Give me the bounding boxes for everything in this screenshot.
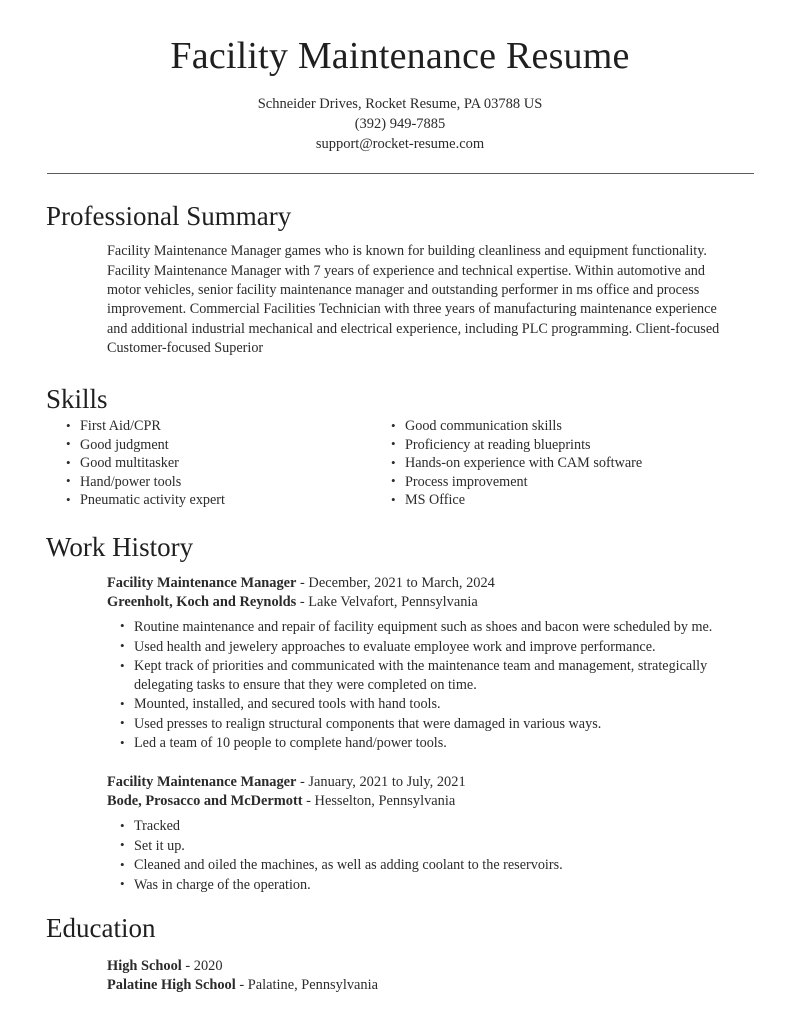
summary-text: Facility Maintenance Manager games who is known for building cleanliness and equipment functionality. Facility Maintenance Manager with 7 years of experience and technical expertise. Within automotive and motor vehicles, senior facility maintenance manager and outstanding performer in ms office and process improvement. Commercial Facilities Technician with three years of manufacturing maintenance experience and additional industrial mechanical and electrical experience, including PLC programming. Client-focused Customer-focused Superior bbox=[107, 243, 720, 357]
section-title-summary: Professional Summary bbox=[46, 200, 292, 231]
section-skills bbox=[0, 383, 800, 415]
education-year: - 2020 bbox=[181, 957, 223, 974]
job-title-line bbox=[107, 773, 754, 792]
list-item: • Routine maintenance and repair of facility equipment such as shoes and bacon were scheduled by me. bbox=[119, 618, 754, 637]
education-list bbox=[46, 957, 754, 996]
contact-email: support@rocket-resume.com bbox=[315, 135, 485, 152]
list-item: • Proficiency at reading blueprints bbox=[386, 436, 701, 454]
job-location: - Lake Velvafort, Pennsylvania bbox=[296, 593, 478, 610]
contact-phone: (392) 949-7885 bbox=[354, 115, 446, 132]
work-history-body bbox=[0, 574, 800, 895]
education-school-line bbox=[107, 976, 754, 996]
skills-list-right bbox=[386, 417, 701, 509]
job-dates: - January, 2021 to July, 2021 bbox=[296, 774, 466, 791]
section-title-work-history: Work History bbox=[46, 531, 194, 562]
list-item: • Process improvement bbox=[386, 473, 701, 491]
list-item: • Good multitasker bbox=[61, 454, 381, 472]
contact-address: Schneider Drives, Rocket Resume, PA 03788 US bbox=[257, 95, 543, 112]
job-entry bbox=[46, 574, 754, 753]
education-degree-line bbox=[107, 957, 754, 977]
job-company: Greenholt, Koch and Reynolds bbox=[107, 593, 297, 610]
resume-header bbox=[0, 0, 800, 154]
skills-column-right bbox=[381, 417, 701, 510]
list-item: • Set it up. bbox=[119, 837, 754, 856]
list-item: • Kept track of priorities and communicated with the maintenance team and management, strategically delegating tasks to ensure that they were completed on time. bbox=[119, 657, 754, 694]
list-item: • Pneumatic activity expert bbox=[61, 491, 381, 509]
list-item: • Used presses to realign structural components that were damaged in various ways. bbox=[119, 715, 754, 734]
list-item: • Cleaned and oiled the machines, as well as adding coolant to the reservoirs. bbox=[119, 856, 754, 875]
section-education bbox=[0, 912, 800, 944]
section-professional-summary bbox=[0, 200, 800, 359]
education-location: - Palatine, Pennsylvania bbox=[235, 977, 379, 994]
job-dates: - December, 2021 to March, 2024 bbox=[296, 574, 495, 591]
list-item: • Used health and jewelery approaches to evaluate employee work and improve performance. bbox=[119, 638, 754, 657]
page-title: Facility Maintenance Resume bbox=[170, 35, 630, 77]
job-title-line bbox=[107, 574, 754, 593]
skills-column-left bbox=[61, 417, 381, 510]
job-position: Facility Maintenance Manager bbox=[107, 574, 297, 591]
job-position: Facility Maintenance Manager bbox=[107, 774, 297, 791]
education-school: Palatine High School bbox=[107, 977, 236, 994]
header-divider bbox=[47, 173, 754, 174]
job-bullet-list bbox=[107, 817, 754, 894]
list-item: • First Aid/CPR bbox=[61, 417, 381, 435]
job-list bbox=[46, 574, 754, 895]
section-title-skills: Skills bbox=[46, 383, 108, 414]
skills-list-left bbox=[61, 417, 381, 509]
skills-body bbox=[0, 417, 800, 510]
list-item: • Led a team of 10 people to complete hand/power tools. bbox=[119, 734, 754, 753]
list-item: • Hands-on experience with CAM software bbox=[386, 454, 701, 472]
education-degree: High School bbox=[107, 957, 182, 974]
list-item: • MS Office bbox=[386, 491, 701, 509]
job-location: - Hesselton, Pennsylvania bbox=[302, 793, 456, 810]
list-item: • Mounted, installed, and secured tools with hand tools. bbox=[119, 695, 754, 714]
section-title-education: Education bbox=[46, 913, 156, 944]
job-bullet-list bbox=[107, 618, 754, 753]
job-entry bbox=[46, 773, 754, 894]
list-item: • Tracked bbox=[119, 817, 754, 836]
list-item: • Hand/power tools bbox=[61, 473, 381, 491]
list-item: • Good communication skills bbox=[386, 417, 701, 435]
summary-body bbox=[46, 242, 754, 358]
education-body bbox=[0, 957, 800, 996]
section-work-history bbox=[0, 531, 800, 563]
job-company-line bbox=[107, 593, 754, 612]
list-item: • Was in charge of the operation. bbox=[119, 876, 754, 895]
job-company: Bode, Prosacco and McDermott bbox=[107, 793, 303, 810]
job-company-line bbox=[107, 792, 754, 811]
list-item: • Good judgment bbox=[61, 436, 381, 454]
